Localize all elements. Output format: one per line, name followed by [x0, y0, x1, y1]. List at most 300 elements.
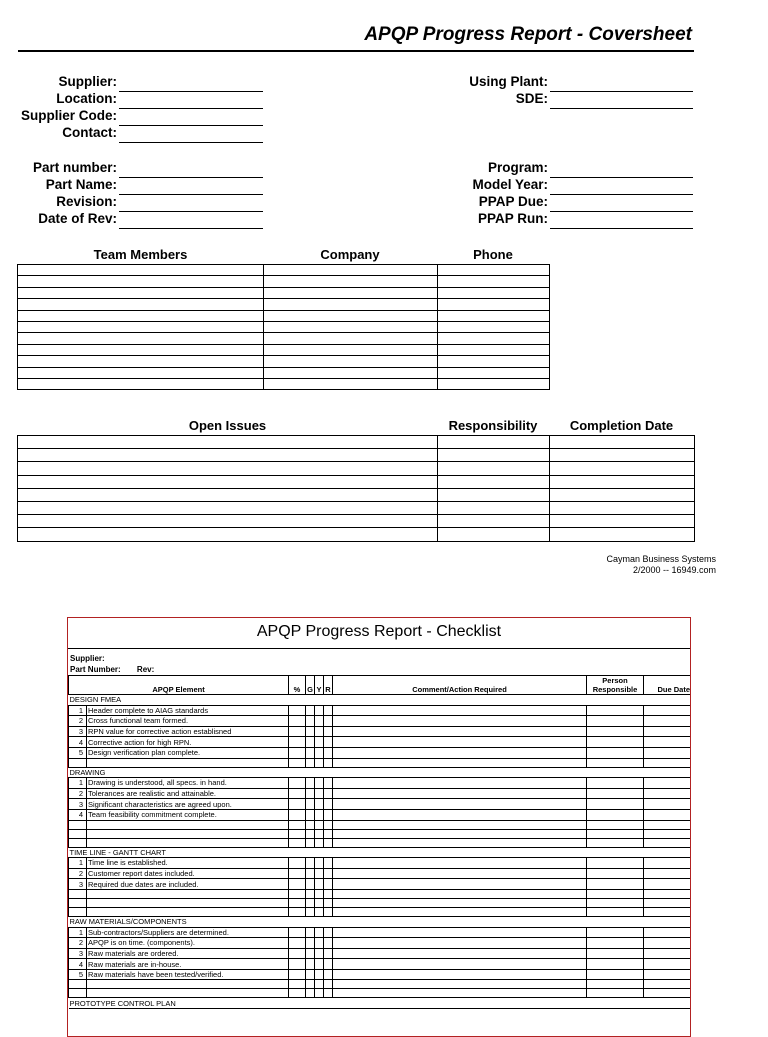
issue-cell[interactable]	[18, 436, 438, 449]
item-cell[interactable]	[587, 879, 644, 890]
blank-cell[interactable]	[333, 907, 587, 916]
team-cell[interactable]	[438, 367, 550, 378]
item-cell[interactable]	[333, 948, 587, 959]
field-label: Part number:	[32, 160, 117, 175]
checklist-row	[69, 858, 692, 869]
team-cell[interactable]	[438, 321, 550, 332]
team-cell[interactable]	[438, 333, 550, 344]
team-members-table	[17, 264, 550, 390]
team-cell[interactable]	[18, 287, 264, 298]
item-cell[interactable]	[333, 959, 587, 970]
blank-cell[interactable]	[315, 989, 324, 998]
blank-cell[interactable]	[289, 989, 306, 998]
item-cell[interactable]	[333, 799, 587, 810]
blank-cell[interactable]	[289, 898, 306, 907]
item-cell[interactable]	[333, 858, 587, 869]
item-cell[interactable]	[324, 858, 333, 869]
blank-cell[interactable]	[644, 820, 691, 829]
blank-cell[interactable]	[324, 829, 333, 838]
item-cell[interactable]	[324, 969, 333, 980]
blank-cell[interactable]	[87, 820, 289, 829]
item-cell[interactable]	[644, 747, 691, 758]
item-cell[interactable]	[587, 948, 644, 959]
blank-cell[interactable]	[315, 889, 324, 898]
blank-cell[interactable]	[644, 898, 691, 907]
item-cell[interactable]	[324, 959, 333, 970]
item-cell[interactable]	[587, 788, 644, 799]
item-cell[interactable]	[333, 879, 587, 890]
team-cell[interactable]	[18, 333, 264, 344]
issue-cell[interactable]	[550, 449, 695, 462]
item-text: Required due dates are included.	[87, 879, 289, 890]
blank-cell[interactable]	[315, 907, 324, 916]
item-cell[interactable]	[324, 705, 333, 716]
blank-cell[interactable]	[289, 889, 306, 898]
item-cell[interactable]	[644, 726, 691, 737]
blank-cell[interactable]	[315, 838, 324, 847]
item-cell[interactable]	[644, 716, 691, 727]
field-entry-line[interactable]	[119, 142, 263, 143]
item-cell[interactable]	[289, 788, 306, 799]
section-row	[69, 767, 692, 778]
issue-cell[interactable]	[18, 501, 438, 514]
blank-cell[interactable]	[644, 907, 691, 916]
item-cell[interactable]	[289, 737, 306, 748]
section-title: DESIGN FMEA	[69, 695, 692, 706]
field-label: Contact:	[62, 125, 117, 140]
item-cell[interactable]	[644, 959, 691, 970]
item-cell[interactable]	[315, 778, 324, 789]
team-cell[interactable]	[438, 378, 550, 389]
item-cell[interactable]	[306, 747, 315, 758]
item-cell[interactable]	[587, 737, 644, 748]
blank-cell[interactable]	[644, 838, 691, 847]
team-cell[interactable]	[18, 276, 264, 287]
team-cell[interactable]	[264, 310, 438, 321]
item-cell[interactable]	[644, 938, 691, 949]
item-cell[interactable]	[333, 737, 587, 748]
blank-cell[interactable]	[315, 758, 324, 767]
item-cell[interactable]	[306, 737, 315, 748]
item-cell[interactable]	[644, 778, 691, 789]
item-text: Raw materials are in-house.	[87, 959, 289, 970]
item-cell[interactable]	[324, 726, 333, 737]
blank-cell[interactable]	[315, 980, 324, 989]
item-cell[interactable]	[644, 868, 691, 879]
item-cell[interactable]	[315, 809, 324, 820]
blank-cell[interactable]	[644, 889, 691, 898]
item-cell[interactable]	[587, 969, 644, 980]
item-cell[interactable]	[333, 778, 587, 789]
item-cell[interactable]	[587, 705, 644, 716]
item-cell[interactable]	[315, 747, 324, 758]
team-cell[interactable]	[438, 310, 550, 321]
item-cell[interactable]	[333, 747, 587, 758]
blank-cell[interactable]	[306, 907, 315, 916]
blank-cell[interactable]	[587, 829, 644, 838]
item-cell[interactable]	[306, 879, 315, 890]
blank-cell[interactable]	[306, 980, 315, 989]
item-cell[interactable]	[289, 879, 306, 890]
team-cell[interactable]	[18, 299, 264, 310]
blank-cell[interactable]	[587, 898, 644, 907]
item-cell[interactable]	[306, 969, 315, 980]
item-cell[interactable]	[315, 879, 324, 890]
blank-cell[interactable]	[289, 758, 306, 767]
item-cell[interactable]	[644, 737, 691, 748]
team-cell[interactable]	[264, 356, 438, 367]
item-cell[interactable]	[644, 799, 691, 810]
item-cell[interactable]	[306, 716, 315, 727]
blank-cell[interactable]	[306, 838, 315, 847]
issue-cell[interactable]	[550, 436, 695, 449]
team-row	[18, 378, 550, 389]
item-cell[interactable]	[587, 927, 644, 938]
blank-cell[interactable]	[587, 838, 644, 847]
field-entry-line[interactable]	[550, 211, 693, 212]
team-cell[interactable]	[18, 356, 264, 367]
blank-cell[interactable]	[87, 980, 289, 989]
item-cell[interactable]	[315, 858, 324, 869]
team-cell[interactable]	[264, 367, 438, 378]
item-cell[interactable]	[289, 726, 306, 737]
item-cell[interactable]	[333, 868, 587, 879]
issue-cell[interactable]	[438, 515, 550, 528]
y-header: Y	[315, 676, 324, 695]
issue-cell[interactable]	[550, 515, 695, 528]
item-cell[interactable]	[644, 948, 691, 959]
item-number: 2	[69, 788, 87, 799]
open-issues-table	[17, 435, 695, 542]
item-cell[interactable]	[289, 948, 306, 959]
item-cell[interactable]	[333, 788, 587, 799]
item-number: 2	[69, 716, 87, 727]
item-cell[interactable]	[306, 959, 315, 970]
item-cell[interactable]	[306, 705, 315, 716]
item-cell[interactable]	[587, 799, 644, 810]
blank-cell[interactable]	[289, 907, 306, 916]
issue-cell[interactable]	[550, 475, 695, 488]
item-cell[interactable]	[289, 716, 306, 727]
blank-row	[69, 980, 692, 989]
team-cell[interactable]	[18, 344, 264, 355]
item-cell[interactable]	[289, 858, 306, 869]
item-cell[interactable]	[289, 938, 306, 949]
item-cell[interactable]	[587, 959, 644, 970]
item-text: Raw materials are ordered.	[87, 948, 289, 959]
team-row	[18, 287, 550, 298]
team-cell[interactable]	[438, 299, 550, 310]
team-cell[interactable]	[18, 378, 264, 389]
item-cell[interactable]	[587, 809, 644, 820]
item-cell[interactable]	[315, 726, 324, 737]
team-row	[18, 344, 550, 355]
item-cell[interactable]	[587, 716, 644, 727]
team-cell[interactable]	[18, 265, 264, 276]
item-number: 2	[69, 868, 87, 879]
blank-cell[interactable]	[87, 907, 289, 916]
field-entry-line[interactable]	[550, 91, 693, 92]
team-cell[interactable]	[438, 356, 550, 367]
item-cell[interactable]	[324, 809, 333, 820]
item-cell[interactable]	[333, 927, 587, 938]
item-cell[interactable]	[315, 948, 324, 959]
blank-cell[interactable]	[306, 889, 315, 898]
item-cell[interactable]	[306, 809, 315, 820]
team-cell[interactable]	[438, 287, 550, 298]
blank-cell[interactable]	[69, 989, 87, 998]
item-cell[interactable]	[324, 716, 333, 727]
item-cell[interactable]	[315, 959, 324, 970]
blank-cell[interactable]	[324, 820, 333, 829]
blank-cell[interactable]	[87, 829, 289, 838]
team-cell[interactable]	[264, 299, 438, 310]
team-cell[interactable]	[264, 276, 438, 287]
issue-cell[interactable]	[438, 488, 550, 501]
item-cell[interactable]	[306, 858, 315, 869]
blank-cell[interactable]	[644, 980, 691, 989]
item-cell[interactable]	[315, 868, 324, 879]
item-cell[interactable]	[289, 799, 306, 810]
issue-cell[interactable]	[550, 528, 695, 541]
item-cell[interactable]	[333, 726, 587, 737]
team-cell[interactable]	[264, 333, 438, 344]
item-cell[interactable]	[587, 938, 644, 949]
blank-cell[interactable]	[69, 907, 87, 916]
item-cell[interactable]	[289, 778, 306, 789]
item-cell[interactable]	[306, 788, 315, 799]
item-cell[interactable]	[289, 809, 306, 820]
item-cell[interactable]	[324, 868, 333, 879]
blank-cell[interactable]	[306, 898, 315, 907]
blank-cell[interactable]	[306, 989, 315, 998]
item-cell[interactable]	[587, 868, 644, 879]
item-cell[interactable]	[324, 799, 333, 810]
blank-cell[interactable]	[324, 989, 333, 998]
item-cell[interactable]	[315, 927, 324, 938]
item-cell[interactable]	[324, 737, 333, 748]
item-cell[interactable]	[289, 959, 306, 970]
issue-cell[interactable]	[438, 436, 550, 449]
blank-cell[interactable]	[324, 907, 333, 916]
item-cell[interactable]	[306, 938, 315, 949]
blank-cell[interactable]	[324, 889, 333, 898]
blank-cell[interactable]	[315, 898, 324, 907]
blank-cell[interactable]	[87, 758, 289, 767]
issue-cell[interactable]	[438, 475, 550, 488]
item-cell[interactable]	[644, 879, 691, 890]
item-cell[interactable]	[306, 948, 315, 959]
issue-cell[interactable]	[18, 462, 438, 475]
item-cell[interactable]	[306, 726, 315, 737]
field-label: PPAP Due:	[478, 194, 548, 209]
blank-cell[interactable]	[333, 989, 587, 998]
field-entry-line[interactable]	[550, 194, 693, 195]
item-cell[interactable]	[587, 747, 644, 758]
item-cell[interactable]	[306, 799, 315, 810]
blank-cell[interactable]	[69, 758, 87, 767]
item-cell[interactable]	[324, 927, 333, 938]
blank-cell[interactable]	[87, 989, 289, 998]
blank-cell[interactable]	[644, 758, 691, 767]
footer-company: Cayman Business Systems	[606, 554, 716, 564]
blank-cell[interactable]	[333, 889, 587, 898]
issue-cell[interactable]	[18, 475, 438, 488]
blank-cell[interactable]	[289, 820, 306, 829]
item-cell[interactable]	[324, 879, 333, 890]
item-number: 5	[69, 747, 87, 758]
blank-cell[interactable]	[324, 980, 333, 989]
item-cell[interactable]	[289, 747, 306, 758]
item-cell[interactable]	[644, 788, 691, 799]
team-cell[interactable]	[264, 344, 438, 355]
item-cell[interactable]	[306, 778, 315, 789]
blank-cell[interactable]	[87, 838, 289, 847]
checklist-row	[69, 809, 692, 820]
issue-cell[interactable]	[550, 501, 695, 514]
team-cell[interactable]	[18, 310, 264, 321]
blank-cell[interactable]	[69, 838, 87, 847]
blank-cell[interactable]	[87, 889, 289, 898]
field-entry-line[interactable]	[550, 228, 693, 229]
checklist-row	[69, 879, 692, 890]
blank-cell[interactable]	[69, 829, 87, 838]
blank-cell[interactable]	[587, 889, 644, 898]
item-cell[interactable]	[315, 969, 324, 980]
item-cell[interactable]	[587, 858, 644, 869]
field-entry-line[interactable]	[119, 125, 263, 126]
item-cell[interactable]	[587, 778, 644, 789]
blank-cell[interactable]	[324, 898, 333, 907]
issue-cell[interactable]	[18, 488, 438, 501]
blank-row	[69, 838, 692, 847]
blank-cell[interactable]	[587, 980, 644, 989]
team-cell[interactable]	[264, 265, 438, 276]
item-cell[interactable]	[306, 927, 315, 938]
field-entry-line[interactable]	[119, 228, 263, 229]
blank-cell[interactable]	[587, 758, 644, 767]
checklist-header-row	[69, 676, 692, 695]
team-cell[interactable]	[264, 378, 438, 389]
item-cell[interactable]	[644, 809, 691, 820]
blank-cell[interactable]	[333, 898, 587, 907]
blank-cell[interactable]	[69, 889, 87, 898]
team-cell[interactable]	[264, 287, 438, 298]
item-cell[interactable]	[324, 747, 333, 758]
item-cell[interactable]	[333, 938, 587, 949]
blank-cell[interactable]	[587, 820, 644, 829]
item-cell[interactable]	[289, 927, 306, 938]
blank-cell[interactable]	[315, 829, 324, 838]
item-cell[interactable]	[315, 938, 324, 949]
item-cell[interactable]	[324, 948, 333, 959]
blank-cell[interactable]	[306, 758, 315, 767]
blank-row	[69, 989, 692, 998]
issue-cell[interactable]	[550, 462, 695, 475]
issue-cell[interactable]	[18, 449, 438, 462]
item-cell[interactable]	[333, 809, 587, 820]
item-cell[interactable]	[324, 788, 333, 799]
blank-cell[interactable]	[644, 989, 691, 998]
blank-cell[interactable]	[69, 980, 87, 989]
blank-row	[69, 907, 692, 916]
blank-cell[interactable]	[306, 820, 315, 829]
blank-cell[interactable]	[324, 758, 333, 767]
item-cell[interactable]	[289, 868, 306, 879]
item-cell[interactable]	[333, 716, 587, 727]
blank-cell[interactable]	[289, 980, 306, 989]
field-label: Supplier Code:	[20, 108, 117, 123]
item-cell[interactable]	[644, 969, 691, 980]
blank-cell[interactable]	[69, 898, 87, 907]
item-cell[interactable]	[324, 938, 333, 949]
item-cell[interactable]	[333, 969, 587, 980]
blank-cell[interactable]	[333, 980, 587, 989]
item-cell[interactable]	[315, 799, 324, 810]
team-row	[18, 333, 550, 344]
blank-cell[interactable]	[333, 829, 587, 838]
issue-cell[interactable]	[550, 488, 695, 501]
item-cell[interactable]	[315, 705, 324, 716]
blank-cell[interactable]	[87, 898, 289, 907]
team-cell[interactable]	[18, 367, 264, 378]
item-text: Raw materials have been tested/verified.	[87, 969, 289, 980]
blank-cell[interactable]	[333, 838, 587, 847]
team-cell[interactable]	[438, 276, 550, 287]
blank-cell[interactable]	[333, 758, 587, 767]
item-cell[interactable]	[644, 705, 691, 716]
blank-cell[interactable]	[69, 820, 87, 829]
item-cell[interactable]	[315, 716, 324, 727]
item-cell[interactable]	[324, 778, 333, 789]
team-cell[interactable]	[438, 265, 550, 276]
blank-cell[interactable]	[289, 838, 306, 847]
blank-cell[interactable]	[306, 829, 315, 838]
item-cell[interactable]	[315, 788, 324, 799]
field-entry-line[interactable]	[119, 108, 263, 109]
team-cell[interactable]	[438, 344, 550, 355]
item-cell[interactable]	[315, 737, 324, 748]
issue-cell[interactable]	[18, 528, 438, 541]
item-cell[interactable]	[289, 705, 306, 716]
blank-cell[interactable]	[324, 838, 333, 847]
team-cell[interactable]	[264, 321, 438, 332]
issue-row	[18, 488, 695, 501]
item-cell[interactable]	[306, 868, 315, 879]
item-number: 3	[69, 879, 87, 890]
team-cell[interactable]	[18, 321, 264, 332]
blank-cell[interactable]	[587, 989, 644, 998]
issue-cell[interactable]	[438, 501, 550, 514]
checklist-title: APQP Progress Report - Checklist	[256, 623, 502, 640]
blank-cell[interactable]	[587, 907, 644, 916]
blank-cell[interactable]	[315, 820, 324, 829]
blank-cell[interactable]	[644, 829, 691, 838]
field-entry-line[interactable]	[550, 108, 693, 109]
item-cell[interactable]	[644, 927, 691, 938]
item-cell[interactable]	[587, 726, 644, 737]
issue-cell[interactable]	[438, 449, 550, 462]
item-cell[interactable]	[333, 705, 587, 716]
item-cell[interactable]	[289, 969, 306, 980]
issue-cell[interactable]	[18, 515, 438, 528]
blank-cell[interactable]	[289, 829, 306, 838]
blank-cell[interactable]	[333, 820, 587, 829]
issue-cell[interactable]	[438, 528, 550, 541]
issue-cell[interactable]	[438, 462, 550, 475]
item-cell[interactable]	[644, 858, 691, 869]
field-entry-line[interactable]	[550, 177, 693, 178]
